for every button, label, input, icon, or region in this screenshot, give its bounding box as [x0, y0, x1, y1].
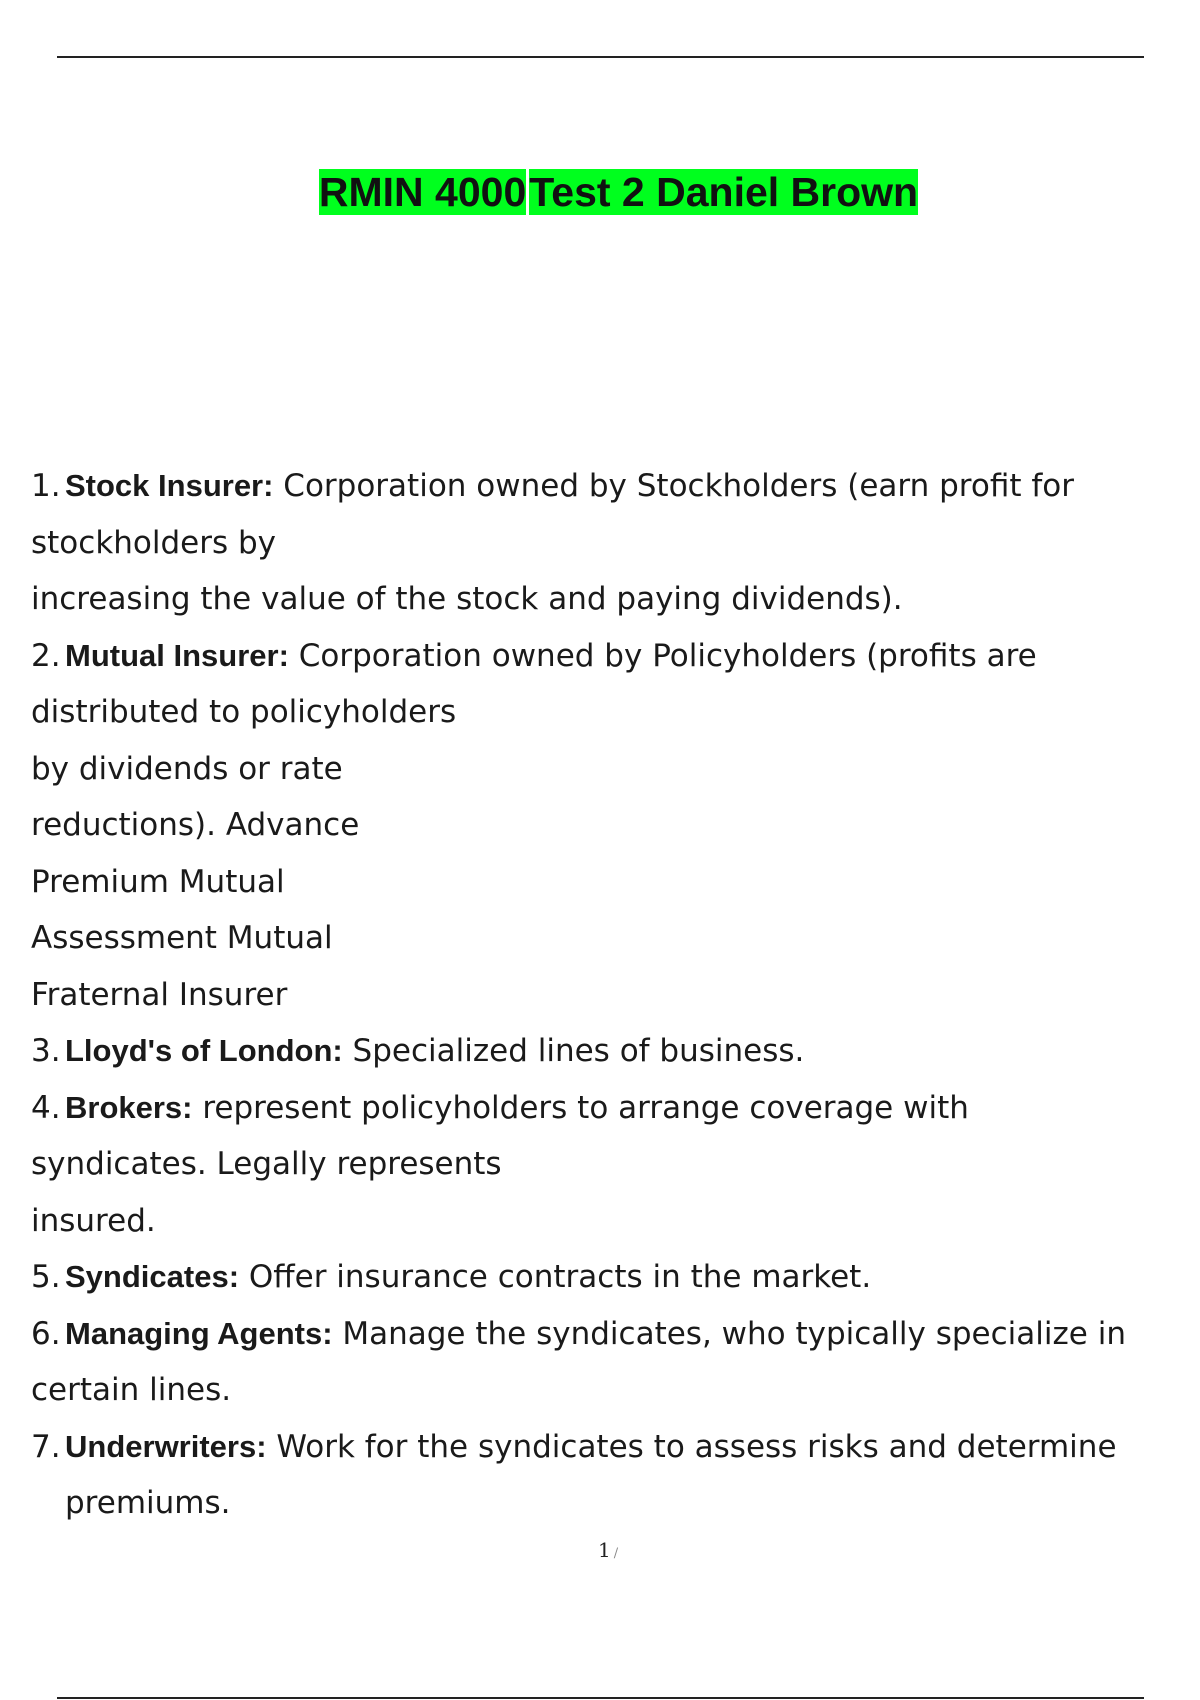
item-term: Managing Agents: — [65, 1315, 333, 1351]
bottom-rule — [57, 1697, 1144, 1699]
title-text — [318, 167, 919, 218]
title-part-2: Test 2 Daniel Brown — [529, 169, 919, 215]
item-number: 4. — [31, 1089, 61, 1126]
item-continuation: distributed to policyholders — [31, 694, 457, 730]
list-item — [31, 1023, 1181, 1080]
item-number: 5. — [31, 1259, 61, 1295]
item-continuation: Premium Mutual — [31, 863, 285, 900]
item-continuation: increasing the value of the stock and paying dividends). — [31, 581, 903, 617]
list-item — [31, 1306, 1181, 1363]
item-continuation: certain lines. — [31, 1372, 232, 1408]
item-continuation: insured. — [31, 1202, 156, 1239]
item-text: Corporation owned by Stockholders (earn profit for — [273, 468, 1074, 504]
item-continuation: reductions). Advance — [31, 807, 360, 843]
page-number — [598, 1538, 618, 1562]
item-text: represent policyholders to arrange coverage with — [192, 1089, 969, 1126]
list-item — [31, 628, 1181, 685]
item-text: Corporation owned by Policyholders (profits are — [288, 637, 1037, 674]
item-text: Specialized lines of business. — [342, 1033, 805, 1069]
item-text: Manage the syndicates, who typically specialize in — [332, 1315, 1126, 1352]
item-continuation: stockholders by — [31, 524, 277, 561]
item-continuation: Assessment Mutual — [31, 920, 333, 956]
item-number: 7. — [31, 1428, 61, 1465]
item-term: Underwriters: — [65, 1428, 267, 1464]
item-term: Mutual Insurer: — [65, 637, 289, 673]
list-item — [31, 1419, 1181, 1476]
item-term: Syndicates: — [65, 1259, 240, 1294]
page-number-slash: / — [613, 1546, 619, 1561]
item-continuation: by dividends or rate — [31, 750, 343, 787]
list-item — [31, 1080, 1181, 1137]
top-rule — [57, 56, 1144, 58]
item-number: 2. — [31, 637, 61, 674]
item-continuation: premiums. — [65, 1485, 231, 1521]
item-number: 6. — [31, 1315, 61, 1352]
document-title — [0, 167, 1200, 218]
list-item — [31, 1249, 1181, 1306]
definition-list — [31, 458, 1181, 1532]
item-number: 3. — [31, 1033, 61, 1069]
item-continuation: Fraternal Insurer — [31, 976, 288, 1013]
item-text: Offer insurance contracts in the market. — [239, 1259, 872, 1295]
item-text: Work for the syndicates to assess risks and determine — [266, 1428, 1117, 1465]
page-number-value: 1 — [598, 1538, 611, 1562]
item-term: Stock Insurer: — [65, 468, 274, 503]
title-part-1: RMIN 4000 — [318, 169, 527, 215]
item-number: 1. — [31, 468, 61, 504]
list-item — [31, 458, 1181, 515]
item-continuation: syndicates. Legally represents — [31, 1146, 502, 1182]
item-term: Brokers: — [65, 1089, 193, 1125]
item-term: Lloyd's of London: — [65, 1033, 343, 1068]
